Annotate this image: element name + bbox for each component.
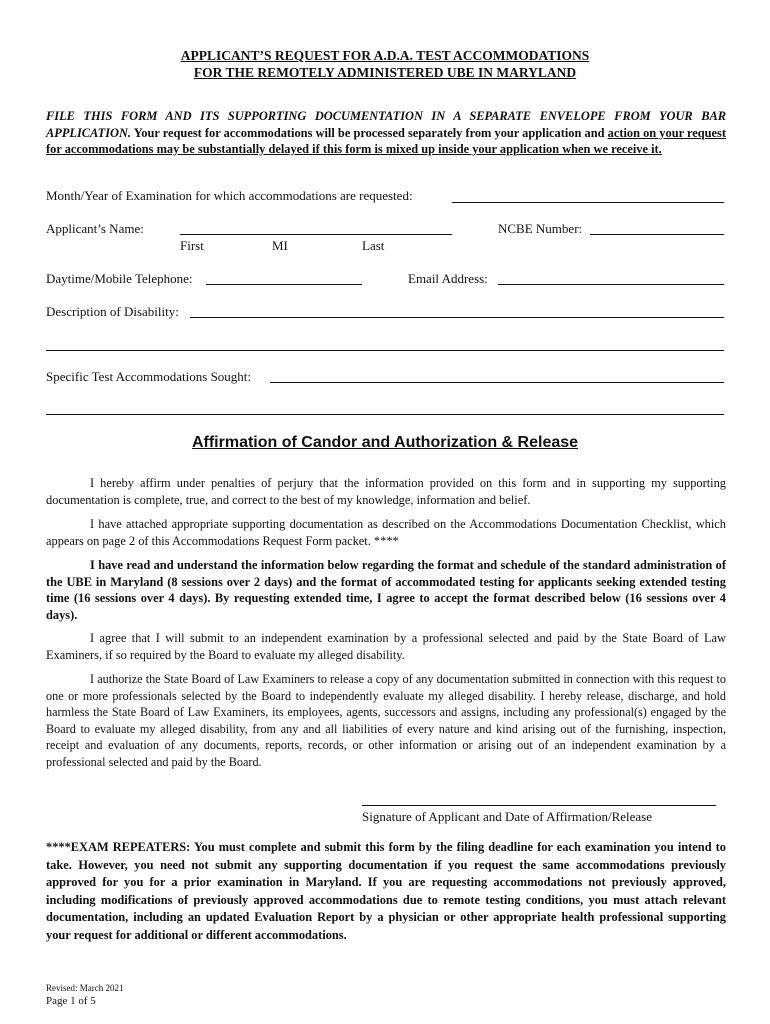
filing-notice — [46, 108, 726, 158]
affirmation-heading: Affirmation of Candor and Authorization & Release — [191, 434, 579, 451]
telephone-label: Daytime/Mobile Telephone: — [46, 271, 193, 286]
applicant-name-label: Applicant’s Name: — [46, 221, 144, 236]
affirmation-paragraph-2: I have attached appropriate supporting documentation as described on the Accommodations Documentation Checklist, which appears on page 2 of this Accommodations Request Form packet. **** — [46, 517, 726, 548]
email-label: Email Address: — [408, 271, 488, 286]
disability-label: Description of Disability: — [46, 304, 179, 319]
last-name-caption: Last — [362, 238, 385, 253]
disability-field-line1[interactable] — [190, 317, 724, 318]
accommodations-field-line1[interactable] — [270, 382, 724, 383]
email-field[interactable] — [498, 284, 724, 285]
ncbe-number-label: NCBE Number: — [498, 221, 583, 236]
accommodations-field-line2[interactable] — [46, 414, 724, 415]
affirmation-paragraph-5: I authorize the State Board of Law Examiners to release a copy of any documentation submitted in connection with this request to one or more professionals selected by the Board to independently evaluate my alleged disability. I hereby release, discharge, and hold harmless the State Board of Law Examiners, its employees, agents, successors and assigns, including any professional(s) engaged by the Board to evaluate my alleged disability, from any and all liabilities of every nature and kind arising out of the furnishing, inspection, receipt and evaluation of any documents, reports, records, or other information or arising out of an independent examination by a professional selected and paid by the Board. — [46, 672, 726, 769]
filing-notice-underlined: action on your request for accommodations may be substantially delayed if this form is mixed up inside your application when we receive it. — [46, 125, 726, 156]
telephone-field[interactable] — [206, 284, 362, 285]
disability-field-line2[interactable] — [46, 350, 724, 351]
affirmation-paragraph-3: I have read and understand the information below regarding the format and schedule of the standard administration of the UBE in Maryland (8 sessions over 2 days) and the format of accommodated testing for applicants seeking extended testing time (16 sessions over 4 days). By requesting extended time, I agree to accept the format described below (16 sessions over 4 days). — [46, 558, 726, 622]
month-year-field[interactable] — [452, 202, 724, 203]
applicant-name-field[interactable] — [180, 234, 452, 235]
form-title-line1: APPLICANT’S REQUEST FOR A.D.A. TEST ACCOMMODATIONS — [180, 48, 590, 63]
middle-initial-caption: MI — [272, 238, 288, 253]
revision-date: Revised: March 2021 — [46, 983, 124, 993]
exam-repeaters-notice: ****EXAM REPEATERS: You must complete and submit this form by the filing deadline for each examination you intend to take. However, you need not submit any supporting documentation if you request the same accommodations previously approved for you for a prior examination in Maryland. If you are requesting accommodations not previously approved, including modifications of previously approved accommodations due to remote testing conditions, you must attach relevant documentation, including an updated Evaluation Report by a physician or other appropriate health professional supporting your request for additional or different accommodations. — [46, 840, 726, 942]
affirmation-paragraph-4: I agree that I will submit to an independent examination by a professional selected and paid by the State Board of Law Examiners, if so required by the Board to evaluate my alleged disability. — [46, 631, 726, 662]
affirmation-paragraph-1: I hereby affirm under penalties of perjury that the information provided on this form and in supporting my supporting documentation is complete, true, and correct to the best of my knowledge, information and belief. — [46, 476, 726, 507]
form-title-line2: FOR THE REMOTELY ADMINISTERED UBE IN MARYLAND — [193, 65, 577, 80]
page-number: Page 1 of 5 — [46, 995, 96, 1007]
first-name-caption: First — [180, 238, 204, 253]
signature-caption: Signature of Applicant and Date of Affirmation/Release — [362, 809, 653, 824]
signature-field[interactable] — [362, 805, 716, 806]
month-year-label: Month/Year of Examination for which accommodations are requested: — [46, 188, 413, 203]
accommodations-label: Specific Test Accommodations Sought: — [46, 369, 252, 384]
filing-notice-italic: FILE THIS FORM AND ITS SUPPORTING DOCUMENTATION IN A SEPARATE ENVELOPE FROM YOUR BAR APPLICATION. — [46, 109, 726, 140]
ncbe-number-field[interactable] — [590, 234, 724, 235]
filing-notice-text: Your request for accommodations will be processed separately from your application and — [131, 125, 608, 140]
